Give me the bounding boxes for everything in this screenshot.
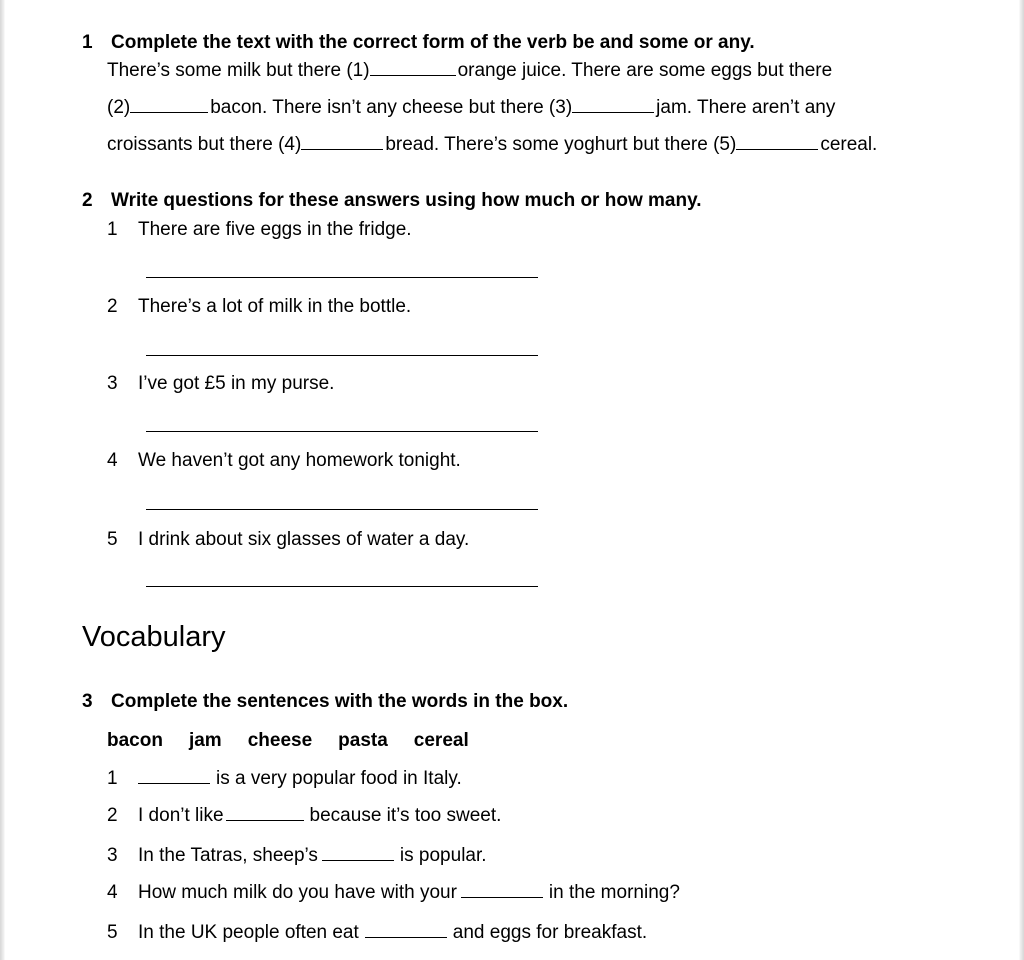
word-box-item: bacon xyxy=(107,730,163,751)
text-segment: cereal. xyxy=(820,134,878,155)
blank-4[interactable] xyxy=(301,133,383,150)
answer-line[interactable] xyxy=(146,277,538,278)
exercise-1-line-2 xyxy=(107,96,835,120)
blank-3[interactable] xyxy=(572,96,654,113)
item-text: We haven’t got any homework tonight. xyxy=(138,450,461,471)
word-box-item: cheese xyxy=(247,730,313,751)
blank-2[interactable] xyxy=(130,96,208,113)
item-number: 5 xyxy=(107,529,118,550)
item-text: and eggs for breakfast. xyxy=(452,922,648,943)
text-segment: orange juice. There are some eggs but there xyxy=(457,60,833,81)
item-text: is popular. xyxy=(399,845,487,866)
text-segment: jam. There aren’t any xyxy=(656,97,836,118)
item-number: 2 xyxy=(107,805,118,826)
text-segment: croissants but there (4) xyxy=(107,134,302,155)
exercise-1-heading xyxy=(82,31,755,55)
item-number: 3 xyxy=(107,373,118,394)
item-text: There are five eggs in the fridge. xyxy=(138,219,412,240)
text-segment: bacon. There isn’t any cheese but there (3) xyxy=(210,97,573,118)
word-box-item: jam xyxy=(188,730,222,751)
item-number: 4 xyxy=(107,882,118,903)
exercise-2-item xyxy=(107,218,412,242)
exercise-3-item xyxy=(107,921,647,945)
item-text: is a very popular food in Italy. xyxy=(216,768,462,789)
section-title-vocabulary: Vocabulary xyxy=(82,621,226,653)
item-text: I’ve got £5 in my purse. xyxy=(138,373,335,394)
text-segment: (2) xyxy=(107,97,131,118)
exercise-3-item xyxy=(107,844,487,868)
page-edge-left xyxy=(0,0,5,960)
exercise-2-number: 2 xyxy=(82,190,93,211)
answer-line[interactable] xyxy=(146,509,538,510)
blank[interactable] xyxy=(365,921,447,938)
exercise-1-line-1 xyxy=(107,59,832,83)
item-number: 3 xyxy=(107,845,118,866)
item-text: I drink about six glasses of water a day. xyxy=(138,529,470,550)
exercise-3-number: 3 xyxy=(82,691,93,712)
item-text: There’s a lot of milk in the bottle. xyxy=(138,296,412,317)
item-text: In the UK people often eat xyxy=(138,922,359,943)
item-text: How much milk do you have with your xyxy=(138,882,457,903)
exercise-3-item xyxy=(107,804,501,828)
exercise-2-item xyxy=(107,449,461,473)
exercise-2-item xyxy=(107,372,334,396)
word-box-item: cereal xyxy=(413,730,469,751)
answer-line[interactable] xyxy=(146,355,538,356)
exercise-2-heading xyxy=(82,189,702,213)
item-number: 4 xyxy=(107,450,118,471)
item-text: I don’t like xyxy=(138,805,224,826)
exercise-2-item xyxy=(107,528,469,552)
exercise-3-heading xyxy=(82,690,568,714)
exercise-1-instruction: Complete the text with the correct form of the verb be and some or any. xyxy=(111,32,755,53)
text-segment: bread. There’s some yoghurt but there (5) xyxy=(385,134,737,155)
exercise-2-instruction: Write questions for these answers using how much or how many. xyxy=(111,190,702,211)
exercise-3-item xyxy=(107,881,680,905)
item-number: 2 xyxy=(107,296,118,317)
word-box xyxy=(107,729,495,753)
blank[interactable] xyxy=(226,804,304,821)
item-text: In the Tatras, sheep’s xyxy=(138,845,318,866)
text-segment: There’s some milk but there (1) xyxy=(107,60,370,81)
blank-1[interactable] xyxy=(370,59,456,76)
item-number: 1 xyxy=(107,768,118,789)
item-number: 1 xyxy=(107,219,118,240)
exercise-1-line-3 xyxy=(107,133,877,157)
exercise-2-item xyxy=(107,295,411,319)
answer-line[interactable] xyxy=(146,431,538,432)
page-edge-right xyxy=(1019,0,1024,960)
item-number: 5 xyxy=(107,922,118,943)
exercise-3-instruction: Complete the sentences with the words in the box. xyxy=(111,691,569,712)
exercise-3-item xyxy=(107,767,462,791)
blank-5[interactable] xyxy=(736,133,818,150)
exercise-1-number: 1 xyxy=(82,32,93,53)
item-text: because it’s too sweet. xyxy=(309,805,502,826)
blank[interactable] xyxy=(461,881,543,898)
blank[interactable] xyxy=(322,844,394,861)
answer-line[interactable] xyxy=(146,586,538,587)
item-text: in the morning? xyxy=(548,882,680,903)
blank[interactable] xyxy=(138,767,210,784)
word-box-item: pasta xyxy=(338,730,388,751)
